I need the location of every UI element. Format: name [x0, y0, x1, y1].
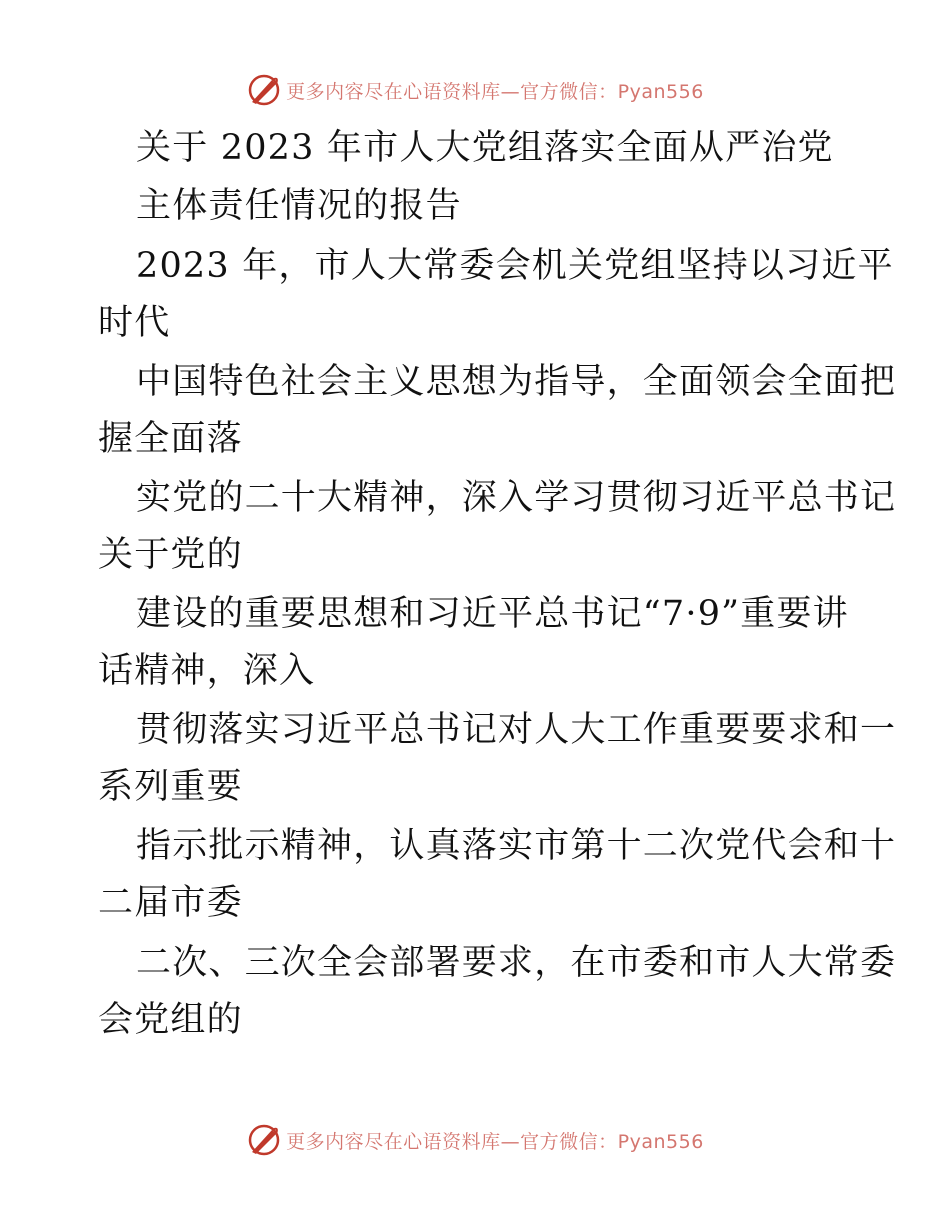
quill-pen-logo-icon: [246, 1122, 282, 1158]
watermark-text: 更多内容尽在心语资料库—官方微信：Pyan556: [286, 80, 704, 103]
paragraph-line: 指示批示精神，认真落实市第十二次党代会和十: [136, 826, 897, 866]
paragraph-line: 建设的重要思想和习近平总书记“7·9”重要讲: [136, 594, 849, 634]
watermark-text: 更多内容尽在心语资料库—官方微信：Pyan556: [286, 1130, 704, 1153]
document-title-line-1: 关于 2023 年市人大党组落实全面从严治党: [136, 128, 834, 168]
paragraph-line: 时代: [98, 303, 171, 343]
paragraph-line: 会党组的: [98, 1000, 243, 1040]
watermark-footer: [0, 1120, 950, 1160]
paragraph-line: 二届市委: [98, 883, 243, 923]
quill-pen-logo-icon: [246, 72, 282, 108]
paragraph-line: 中国特色社会主义思想为指导，全面领会全面把: [136, 362, 897, 402]
paragraph-line: 话精神，深入: [98, 651, 316, 691]
paragraph-line: 关于党的: [98, 535, 243, 575]
watermark-header: [0, 70, 950, 110]
paragraph-line: 实党的二十大精神，深入学习贯彻习近平总书记: [136, 478, 897, 518]
paragraph-line: 系列重要: [98, 767, 243, 807]
paragraph-line: 握全面落: [98, 419, 243, 459]
document-title-line-2: 主体责任情况的报告: [136, 186, 462, 226]
paragraph-line: 贯彻落实习近平总书记对人大工作重要要求和一: [136, 710, 897, 750]
paragraph-line: 2023 年，市人大常委会机关党组坚持以习近平: [136, 246, 894, 286]
paragraph-line: 二次、三次全会部署要求，在市委和市人大常委: [136, 943, 897, 983]
